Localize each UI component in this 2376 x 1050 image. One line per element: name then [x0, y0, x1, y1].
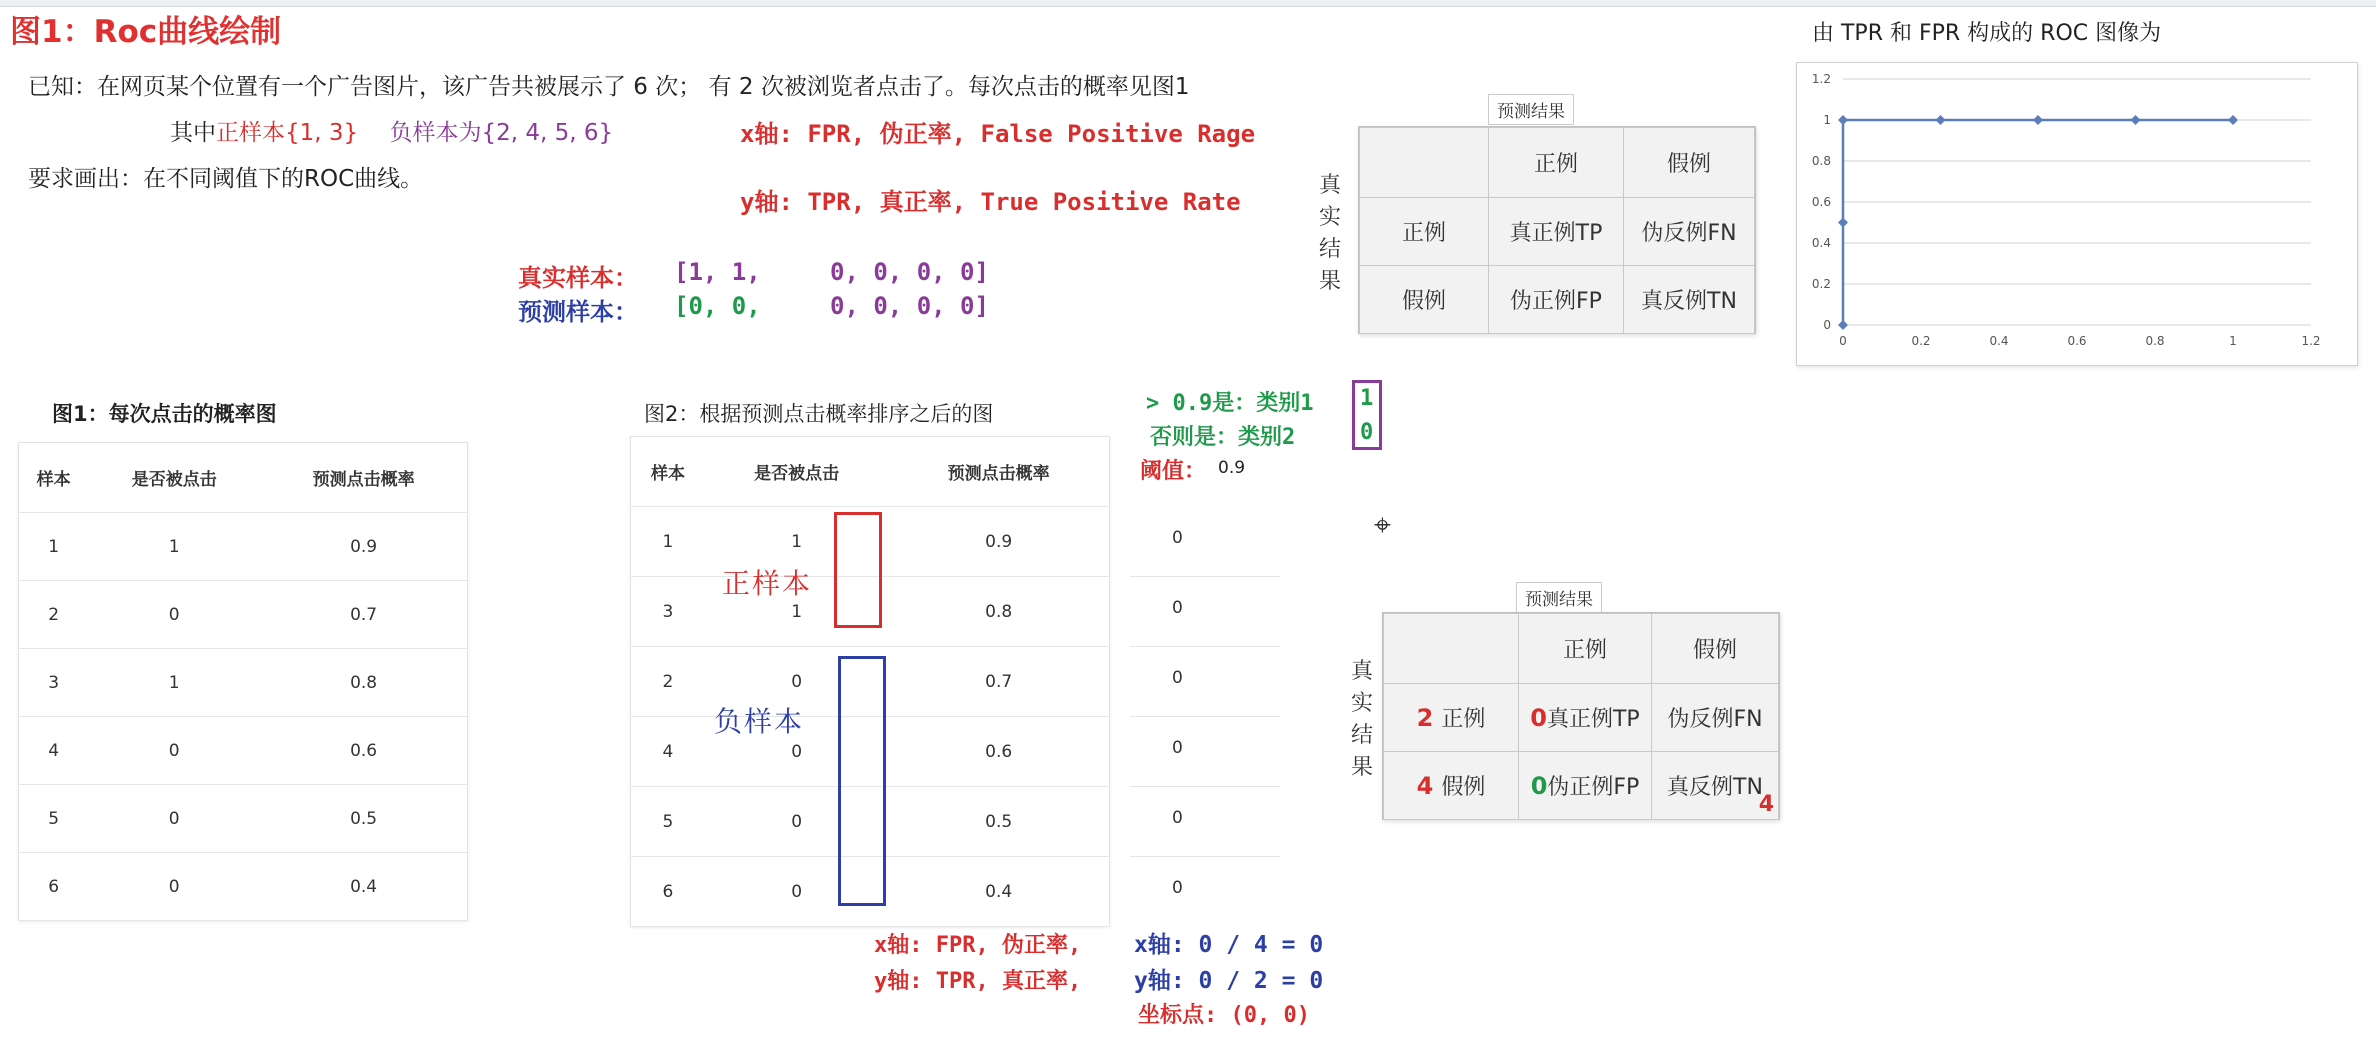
- confusion-top-side-label: [1318, 170, 1342, 298]
- threshold-rule2: 否则是：类别2: [1150, 425, 1296, 450]
- pred-sample-a: [0, 0,: [674, 292, 761, 320]
- side-char: 实: [1350, 691, 1373, 716]
- roc-point: [2131, 115, 2141, 125]
- table-cell: 3: [19, 649, 89, 717]
- confusion-matrix-bottom: [1382, 612, 1780, 820]
- pred-col-value: 0: [1172, 668, 1183, 688]
- table-cell: 0.5: [888, 787, 1109, 857]
- cell-label: 真反例TN: [1667, 775, 1763, 800]
- table-row: [19, 581, 468, 649]
- roc-point: [2228, 115, 2238, 125]
- real-sample-b: 0, 0, 0, 0]: [830, 258, 989, 286]
- table-cell: 0: [88, 853, 260, 921]
- y-tick-label: 0.2: [1811, 277, 1831, 291]
- table2-header: 预测点击概率: [888, 437, 1109, 507]
- table-row: [19, 649, 468, 717]
- x-tick-label: 0.6: [2067, 334, 2087, 348]
- row-label: 正例: [1441, 707, 1486, 732]
- table-cell: 0.9: [260, 513, 467, 581]
- table-cell: 1: [19, 513, 89, 581]
- table-row: [19, 785, 468, 853]
- confusion-top-caption: 预测结果: [1488, 94, 1574, 125]
- pred-sample-b: 0, 0, 0, 0]: [830, 292, 989, 320]
- table-cell: 5: [19, 785, 89, 853]
- negative-samples: 负样本为{2, 4, 5, 6}: [389, 120, 614, 146]
- cell-label: 伪正例FP: [1547, 775, 1640, 800]
- table2-header: 是否被点击: [705, 437, 888, 507]
- bottom-x-calc: x轴: 0 / 4 = 0: [1134, 932, 1324, 958]
- table-cell: 5: [631, 787, 705, 857]
- roc-chart-title: 由 TPR 和 FPR 构成的 ROC 图像为: [1812, 21, 2162, 46]
- bottom-point: 坐标点: (0, 0): [1138, 1003, 1310, 1028]
- row-label: 假例: [1441, 775, 1486, 800]
- table-cell: 0.4: [888, 857, 1109, 927]
- side-char: 真: [1318, 173, 1341, 198]
- confusion-fn: 伪反例FN: [1652, 684, 1779, 752]
- threshold-label: 阈值：: [1140, 459, 1207, 484]
- side-char: 结: [1318, 237, 1341, 262]
- table-cell: 3: [631, 577, 705, 647]
- table1-header: 样本: [19, 443, 89, 513]
- confusion-tn: 真反例TN: [1624, 266, 1755, 334]
- confusion-tn: [1652, 752, 1779, 820]
- divider: [1130, 716, 1280, 717]
- negative-sample-label: 负样本: [714, 705, 805, 738]
- y-tick-label: 0.6: [1811, 195, 1831, 209]
- roc-point: [1936, 115, 1946, 125]
- fp-count: 0: [1530, 772, 1548, 800]
- table-cell: 0: [705, 717, 888, 787]
- confusion-fp: [1519, 752, 1652, 820]
- table-cell: 0.8: [888, 577, 1109, 647]
- x-tick-label: 1.2: [2301, 334, 2321, 348]
- table2-caption: 图2：根据预测点击概率排序之后的图: [644, 402, 994, 426]
- tn-count: 4: [1758, 792, 1774, 817]
- confusion-header-negative: 假例: [1624, 128, 1755, 198]
- confusion-tp: 真正例TP: [1489, 198, 1624, 266]
- roc-point: [1838, 218, 1848, 228]
- bottom-yaxis-def: y轴: TPR, 真正率,: [874, 969, 1082, 994]
- roc-series-line: [1843, 120, 2233, 325]
- roc-point: [1838, 115, 1848, 125]
- table-cell: 0: [705, 647, 888, 717]
- real-sample-label: 真实样本：: [518, 264, 638, 292]
- confusion-row-positive: [1384, 684, 1519, 752]
- table-cell: 0.8: [260, 649, 467, 717]
- table2-header: 样本: [631, 437, 705, 507]
- table-cell: 0.9: [888, 507, 1109, 577]
- table1-header: 是否被点击: [88, 443, 260, 513]
- roc-point: [1838, 320, 1848, 330]
- table-cell: 0: [88, 785, 260, 853]
- pred-col-value: 0: [1172, 878, 1183, 898]
- table1-caption: 图1：每次点击的概率图: [52, 402, 277, 426]
- pred-col-value: 0: [1172, 738, 1183, 758]
- y-tick-label: 0: [1823, 318, 1831, 332]
- table-cell: 0: [88, 581, 260, 649]
- table-cell: 0.6: [260, 717, 467, 785]
- pred-col-value: 0: [1172, 598, 1183, 618]
- confusion-fn: 伪反例FN: [1624, 198, 1755, 266]
- yaxis-note: y轴: TPR, 真正率, True Positive Rate: [740, 188, 1241, 216]
- intro-line2: [170, 114, 613, 147]
- real-sample-a: [1, 1,: [674, 258, 761, 286]
- table-cell: 1: [705, 577, 888, 647]
- table-cell: 0.5: [260, 785, 467, 853]
- negative-highlight-box: [838, 656, 886, 906]
- table-cell: 2: [631, 647, 705, 717]
- table-cell: 4: [631, 717, 705, 787]
- y-tick-label: 1: [1823, 113, 1831, 127]
- confusion-row-negative: [1384, 752, 1519, 820]
- table-cell: 4: [19, 717, 89, 785]
- roc-chart: [1797, 63, 2357, 365]
- positive-samples: 正样本{1, 3}: [216, 120, 359, 146]
- table-cell: 1: [88, 649, 260, 717]
- side-char: 果: [1350, 755, 1373, 780]
- positive-sample-label: 正样本: [722, 567, 813, 600]
- intro-line2-prefix: 其中: [170, 120, 216, 146]
- table1: [18, 442, 468, 921]
- confusion-header-positive: 正例: [1519, 614, 1652, 684]
- divider: [1130, 856, 1280, 857]
- side-char: 实: [1318, 205, 1341, 230]
- y-tick-label: 1.2: [1811, 72, 1831, 86]
- x-tick-label: 1: [2229, 334, 2237, 348]
- confusion-fp: 伪正例FP: [1489, 266, 1624, 334]
- table-cell: 0.7: [260, 581, 467, 649]
- side-char: 结: [1350, 723, 1373, 748]
- confusion-row-negative: 假例: [1360, 266, 1489, 334]
- divider: [1130, 576, 1280, 577]
- x-tick-label: 0.2: [1911, 334, 1931, 348]
- threshold-value: 0.9: [1218, 458, 1246, 478]
- table-cell: 0.6: [888, 717, 1109, 787]
- table-cell: 0: [705, 787, 888, 857]
- positive-highlight-box: [834, 512, 882, 628]
- intro-line3: 要求画出：在不同阈值下的ROC曲线。: [28, 166, 424, 192]
- divider: [1130, 786, 1280, 787]
- xaxis-note: x轴: FPR, 伪正率, False Positive Rage: [740, 120, 1256, 148]
- table-cell: 0: [705, 857, 888, 927]
- confusion-bottom-side-label: [1350, 656, 1374, 784]
- table-cell: 2: [19, 581, 89, 649]
- table-cell: 1: [631, 507, 705, 577]
- side-char: 果: [1318, 269, 1341, 294]
- y-tick-label: 0.8: [1811, 154, 1831, 168]
- confusion-header-positive: 正例: [1489, 128, 1624, 198]
- table-row: [19, 513, 468, 581]
- intro-line1: 已知：在网页某个位置有一个广告图片，该广告共被展示了 6 次； 有 2 次被浏览者点击了。每次点击的概率见图1: [28, 74, 1190, 100]
- pred-col-value: 0: [1172, 528, 1183, 548]
- confusion-corner: [1384, 614, 1519, 684]
- roc-point: [2033, 115, 2043, 125]
- bottom-y-calc: y轴: 0 / 2 = 0: [1134, 968, 1324, 994]
- table-cell: 0: [88, 717, 260, 785]
- table-cell: 6: [19, 853, 89, 921]
- x-tick-label: 0: [1839, 334, 1847, 348]
- divider: [1130, 646, 1280, 647]
- roc-chart-frame: [1796, 62, 2358, 366]
- side-char: 真: [1350, 659, 1373, 684]
- x-tick-label: 0.4: [1989, 334, 2009, 348]
- table-cell: 6: [631, 857, 705, 927]
- confusion-header-negative: 假例: [1652, 614, 1779, 684]
- tp-count: 0: [1530, 704, 1547, 732]
- confusion-matrix-top: [1358, 126, 1756, 334]
- count-positive: 2: [1416, 704, 1434, 732]
- x-tick-label: 0.8: [2145, 334, 2165, 348]
- table-cell: 0.7: [888, 647, 1109, 717]
- pred-col-value: 0: [1172, 808, 1183, 828]
- y-tick-label: 0.4: [1811, 236, 1831, 250]
- count-negative: 4: [1416, 772, 1434, 800]
- table1-header: 预测点击概率: [260, 443, 467, 513]
- pred-sample-label: 预测样本：: [518, 298, 638, 326]
- threshold-rule2-value: 0: [1360, 420, 1374, 445]
- cell-label: 真正例TP: [1546, 707, 1640, 732]
- page-title: 图1：Roc曲线绘制: [10, 14, 282, 50]
- top-toolbar-strip: [0, 0, 2376, 7]
- crosshair-cursor-icon: ⌖: [1374, 508, 1391, 543]
- table-cell: 1: [88, 513, 260, 581]
- confusion-tp: [1519, 684, 1652, 752]
- confusion-row-positive: 正例: [1360, 198, 1489, 266]
- table-row: [19, 853, 468, 921]
- confusion-bottom-caption: 预测结果: [1516, 582, 1602, 613]
- table-cell: 0.4: [260, 853, 467, 921]
- confusion-corner: [1360, 128, 1489, 198]
- threshold-rule1-value: 1: [1360, 386, 1374, 411]
- bottom-xaxis-def: x轴: FPR, 伪正率,: [874, 933, 1082, 958]
- table-cell: 1: [705, 507, 888, 577]
- table-row: [19, 717, 468, 785]
- threshold-rule1: > 0.9是：类别1: [1146, 391, 1314, 416]
